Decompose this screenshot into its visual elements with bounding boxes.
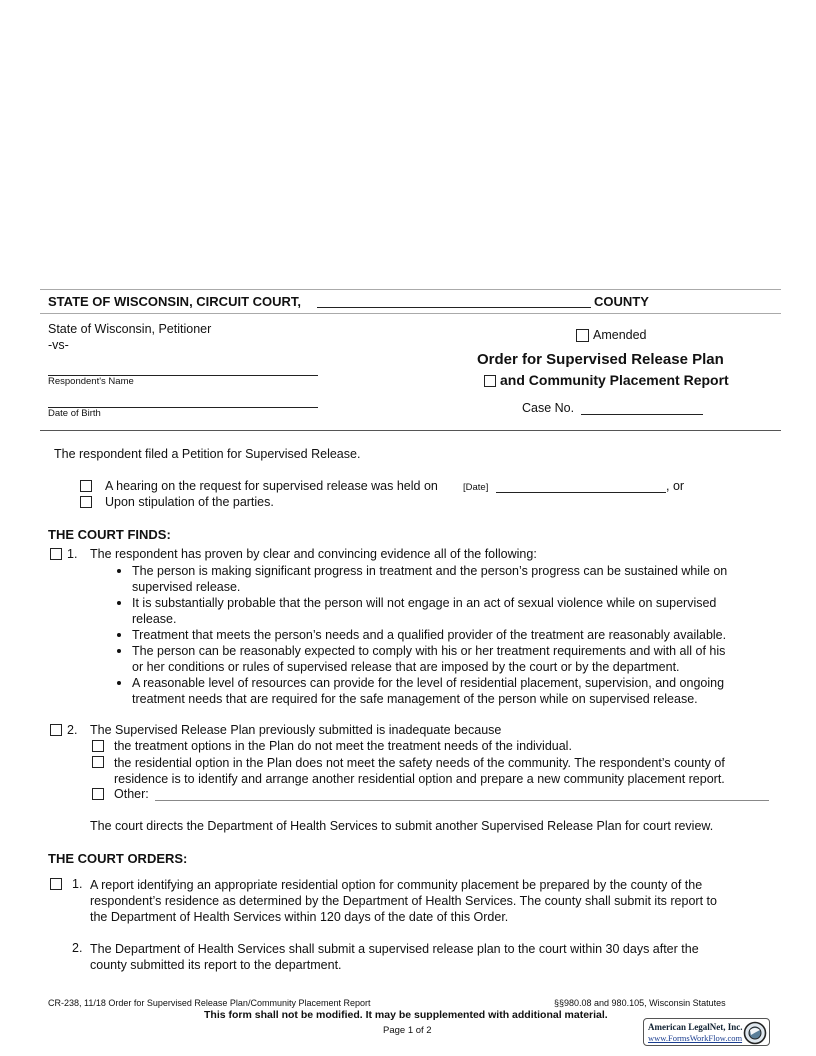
amended-checkbox[interactable] xyxy=(576,329,589,342)
finding-1-number: 1. xyxy=(67,547,78,561)
stipulation-text: Upon stipulation of the parties. xyxy=(105,495,274,509)
directs-text: The court directs the Department of Health Services to submit another Supervised Release Plan for court review. xyxy=(90,819,714,833)
footer-notice: This form shall not be modified. It may be supplemented with additional material. xyxy=(204,1009,608,1021)
bullet-line: or her conditions or rules of supervised release that are imposed by the court or by the department. xyxy=(132,660,680,674)
bullet-line: Treatment that meets the person’s needs and a qualified provider of the treatment are reasonably available. xyxy=(132,628,727,642)
finding-bullet xyxy=(132,627,726,643)
finding-2-text: The Supervised Release Plan previously submitted is inadequate because xyxy=(90,723,502,737)
logo-company: American LegalNet, Inc. xyxy=(648,1022,743,1032)
case-no-field[interactable] xyxy=(581,414,703,415)
statutes: §§980.08 and 980.105, Wisconsin Statutes xyxy=(554,998,726,1008)
finding-2-number: 2. xyxy=(67,723,78,737)
bullet-line: The person is making significant progress in treatment and the person’s progress can be sustained while on xyxy=(132,564,728,578)
form-id: CR-238, 11/18 Order for Supervised Release Plan/Community Placement Report xyxy=(48,998,371,1008)
court-finds-heading: THE COURT FINDS: xyxy=(48,527,171,542)
finding-1-checkbox[interactable] xyxy=(50,548,62,560)
hearing-date-field[interactable] xyxy=(496,492,666,493)
county-field[interactable] xyxy=(317,307,591,308)
order-1-text xyxy=(90,877,717,925)
bullet-line: supervised release. xyxy=(132,580,241,594)
caption-bottom-rule xyxy=(40,430,781,431)
logo-url: www.FormsWorkFlow.com xyxy=(648,1033,743,1043)
order-1-line: the Department of Health Services within 120 days of the date of this Order. xyxy=(90,910,509,924)
court-title: STATE OF WISCONSIN, CIRCUIT COURT, xyxy=(48,294,302,309)
petition-filed-text: The respondent filed a Petition for Supervised Release. xyxy=(54,447,361,461)
page-number: Page 1 of 2 xyxy=(383,1025,432,1036)
caption-mid-rule xyxy=(40,313,781,314)
finding-1-text: The respondent has proven by clear and convincing evidence all of the following: xyxy=(90,547,537,561)
form-title-line1: Order for Supervised Release Plan xyxy=(477,351,724,368)
hearing-text: A hearing on the request for supervised release was held on xyxy=(105,479,438,493)
globe-icon xyxy=(743,1021,767,1045)
hearing-or: , or xyxy=(666,479,685,493)
court-orders-heading: THE COURT ORDERS: xyxy=(48,851,188,866)
order-1-line: A report identifying an appropriate residential option for community placement be prepared by the county of the xyxy=(90,878,703,892)
finding-bullet xyxy=(132,563,727,595)
bullet-dot xyxy=(117,681,121,685)
residential-option-checkbox[interactable] xyxy=(92,756,104,768)
order-2-line: The Department of Health Services shall submit a supervised release plan to the court within 30 days after the xyxy=(90,942,699,956)
hearing-date-label: [Date] xyxy=(463,482,489,493)
residential-option-text xyxy=(114,755,725,787)
petitioner-text: State of Wisconsin, Petitioner xyxy=(48,322,212,336)
finding-2-checkbox[interactable] xyxy=(50,724,62,736)
treatment-options-text: the treatment options in the Plan do not meet the treatment needs of the individual. xyxy=(114,739,572,753)
bullet-dot xyxy=(117,633,121,637)
date-of-birth-label: Date of Birth xyxy=(48,408,101,419)
community-placement-checkbox[interactable] xyxy=(484,375,496,387)
bullet-line: release. xyxy=(132,612,177,626)
caption-top-rule xyxy=(40,289,781,290)
bullet-line: It is substantially probable that the person will not engage in an act of sexual violence while on supervised xyxy=(132,596,717,610)
hearing-checkbox[interactable] xyxy=(80,480,92,492)
vendor-logo xyxy=(643,1018,770,1046)
bullet-dot xyxy=(117,601,121,605)
bullet-dot xyxy=(117,569,121,573)
form-title-line2: and Community Placement Report xyxy=(500,372,729,388)
stipulation-checkbox[interactable] xyxy=(80,496,92,508)
vs-text: -vs- xyxy=(48,338,69,352)
residential-line: residence is to identify and arrange another residential option and prepare a new community placement report. xyxy=(114,772,725,786)
residential-line: the residential option in the Plan does not meet the safety needs of the community. The respondent’s county of xyxy=(114,756,725,770)
finding-bullet xyxy=(132,595,716,627)
bullet-dot xyxy=(117,649,121,653)
order-1-number: 1. xyxy=(72,877,83,891)
county-label: COUNTY xyxy=(594,294,649,309)
treatment-options-checkbox[interactable] xyxy=(92,740,104,752)
finding-bullet xyxy=(132,675,724,707)
order-2-number: 2. xyxy=(72,941,83,955)
other-checkbox[interactable] xyxy=(92,788,104,800)
amended-label: Amended xyxy=(593,328,647,342)
case-no-label: Case No. xyxy=(522,401,575,415)
other-field[interactable] xyxy=(155,800,769,801)
order-2-line: county submitted its report to the department. xyxy=(90,958,342,972)
bullet-line: treatment needs that are required for the safe management of the person while on supervised release. xyxy=(132,692,698,706)
finding-bullet xyxy=(132,643,725,675)
respondent-name-label: Respondent's Name xyxy=(48,376,134,387)
order-2-text xyxy=(90,941,699,973)
bullet-line: A reasonable level of resources can provide for the level of residential placement, supervision, and ongoing xyxy=(132,676,725,690)
bullet-line: The person can be reasonably expected to comply with his or her treatment requirements and with all of his xyxy=(132,644,726,658)
order-1-checkbox[interactable] xyxy=(50,878,62,890)
order-1-line: respondent’s residence as determined by the Department of Health Services. The county shall submit its report to xyxy=(90,894,717,908)
other-label: Other: xyxy=(114,787,149,801)
